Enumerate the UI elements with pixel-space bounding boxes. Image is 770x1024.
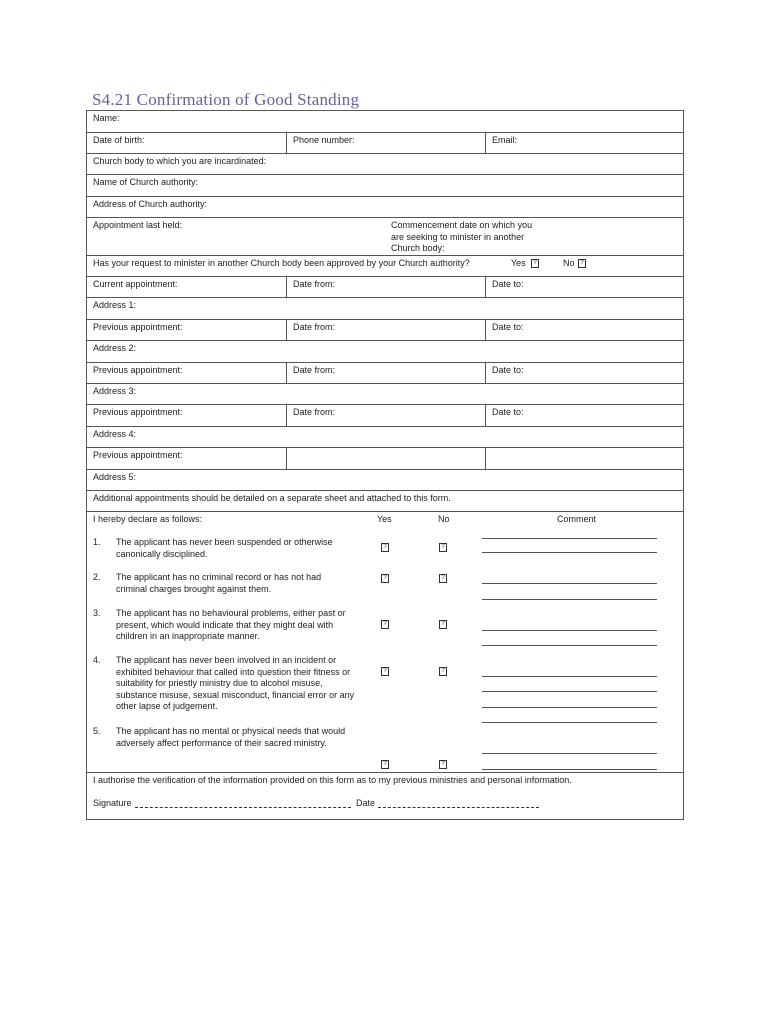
row-dob-phone-email <box>87 133 683 154</box>
comment-line[interactable] <box>482 645 657 646</box>
item-3-yes-checkbox[interactable]: ? <box>381 620 389 629</box>
item-number: 2. <box>93 572 101 582</box>
row-appointment-last <box>87 218 683 256</box>
item-3-no-checkbox[interactable]: ? <box>439 620 447 629</box>
current-date-from-cell <box>286 277 485 297</box>
church-body-label: Church body to which you are incardinated: <box>93 156 267 166</box>
address-4-label: Address 4: <box>93 429 137 439</box>
row-address-3 <box>87 384 683 405</box>
prev3-date-from-cell <box>286 405 485 426</box>
date-line[interactable] <box>378 807 539 808</box>
comment-line[interactable] <box>482 552 657 553</box>
phone-label: Phone number: <box>293 135 355 145</box>
prev4-empty-cell[interactable] <box>286 448 485 469</box>
current-appointment-label: Current appointment: <box>93 279 178 289</box>
item-number: 5. <box>93 726 101 736</box>
previous-appointment-label: Previous appointment: <box>93 450 183 460</box>
current-date-to-cell <box>485 277 683 297</box>
item-4-yes-checkbox[interactable]: ? <box>381 667 389 676</box>
row-name <box>87 111 683 133</box>
authority-name-label: Name of Church authority: <box>93 177 199 187</box>
authorisation-section <box>87 773 683 819</box>
address-5-label: Address 5: <box>93 472 137 482</box>
approval-yes-label: Yes <box>511 258 526 268</box>
prev1-date-from-cell <box>286 320 485 340</box>
address-2-label: Address 2: <box>93 343 137 353</box>
comment-line[interactable] <box>482 599 657 600</box>
comment-line[interactable] <box>482 691 657 692</box>
authorise-statement: I authorise the verification of the information provided on this form as to my previous ministries and personal information. <box>93 775 572 785</box>
row-address-4 <box>87 427 683 448</box>
comment-line[interactable] <box>482 769 657 770</box>
commencement-label: Commencement date on which you are seeking to minister in another Church body: <box>391 220 533 253</box>
col-yes-header: Yes <box>377 514 392 524</box>
comment-line[interactable] <box>482 707 657 708</box>
authority-address-label: Address of Church authority: <box>93 199 208 209</box>
comment-line[interactable] <box>482 676 657 677</box>
item-2-no-checkbox[interactable]: ? <box>439 574 447 583</box>
row-previous-appointment-2 <box>87 363 683 384</box>
phone-cell <box>286 133 485 153</box>
row-authority-name <box>87 175 683 197</box>
item-number: 3. <box>93 608 101 618</box>
approval-question: Has your request to minister in another Church body been approved by your Church authority? <box>93 258 470 268</box>
row-approval <box>87 256 683 277</box>
row-address-2 <box>87 341 683 363</box>
row-additional <box>87 491 683 512</box>
item-1-yes-checkbox[interactable]: ? <box>381 543 389 552</box>
dob-label: Date of birth: <box>93 135 145 145</box>
date-label: Date <box>356 798 376 808</box>
item-number: 4. <box>93 655 101 665</box>
item-text: The applicant has never been suspended or otherwise canonically disciplined. <box>116 537 333 559</box>
date-to-label: Date to: <box>492 365 524 375</box>
approval-yes-checkbox[interactable]: ? <box>531 259 539 268</box>
appointment-last-label: Appointment last held: <box>93 220 183 230</box>
date-to-label: Date to: <box>492 407 524 417</box>
approval-no-checkbox[interactable]: ? <box>578 259 586 268</box>
comment-line[interactable] <box>482 583 657 584</box>
row-previous-appointment-1 <box>87 320 683 341</box>
row-current-appointment <box>87 277 683 298</box>
item-5-no-checkbox[interactable]: ? <box>439 760 447 769</box>
item-text: The applicant has no behavioural problems, either past or present, which would indicate that they might deal with children in an inappropriate manner. <box>116 608 346 641</box>
good-standing-form <box>86 110 684 820</box>
item-5-yes-checkbox[interactable]: ? <box>381 760 389 769</box>
date-to-label: Date to: <box>492 279 524 289</box>
additional-note: Additional appointments should be detailed on a separate sheet and attached to this form. <box>93 493 451 503</box>
col-no-header: No <box>438 514 450 524</box>
prev1-date-to-cell <box>485 320 683 340</box>
comment-line[interactable] <box>482 538 657 539</box>
declaration-heading: I hereby declare as follows: <box>93 514 203 524</box>
comment-line[interactable] <box>482 630 657 631</box>
prev2-date-to-cell <box>485 363 683 383</box>
date-to-label: Date to: <box>492 322 524 332</box>
item-4-no-checkbox[interactable]: ? <box>439 667 447 676</box>
signature-label: Signature <box>93 798 132 808</box>
email-label: Email: <box>492 135 518 145</box>
address-3-label: Address 3: <box>93 386 137 396</box>
row-address-5 <box>87 470 683 491</box>
item-text: The applicant has no mental or physical needs that would adversely affect performance of their sacred ministry. <box>116 726 346 748</box>
prev2-date-from-cell <box>286 363 485 383</box>
signature-line[interactable] <box>135 807 351 808</box>
prev3-date-to-cell <box>485 405 683 426</box>
previous-appointment-label: Previous appointment: <box>93 322 183 332</box>
form-title: S4.21 Confirmation of Good Standing <box>92 90 360 109</box>
row-previous-appointment-4 <box>87 448 683 470</box>
date-from-label: Date from: <box>293 365 336 375</box>
item-2-yes-checkbox[interactable]: ? <box>381 574 389 583</box>
row-authority-address <box>87 197 683 218</box>
date-from-label: Date from: <box>293 322 336 332</box>
row-church-body <box>87 154 683 175</box>
prev4-empty-cell[interactable] <box>485 448 683 469</box>
item-text: The applicant has no criminal record or has not had criminal charges brought against them. <box>116 572 322 594</box>
approval-no-label: No <box>563 258 575 268</box>
email-cell <box>485 133 683 153</box>
col-comment-header: Comment <box>557 514 597 524</box>
declaration-section <box>87 512 683 773</box>
comment-line[interactable] <box>482 722 657 723</box>
date-from-label: Date from: <box>293 407 336 417</box>
item-1-no-checkbox[interactable]: ? <box>439 543 447 552</box>
previous-appointment-label: Previous appointment: <box>93 407 183 417</box>
row-address-1 <box>87 298 683 320</box>
item-number: 1. <box>93 537 101 547</box>
row-previous-appointment-3 <box>87 405 683 427</box>
name-label: Name: <box>93 113 120 123</box>
date-from-label: Date from: <box>293 279 336 289</box>
comment-line[interactable] <box>482 753 657 754</box>
previous-appointment-label: Previous appointment: <box>93 365 183 375</box>
item-text: The applicant has never been involved in an incident or exhibited behaviour that called into question their fitness or suitability for priestly ministry due to alcohol misuse, substance misuse, sexual misconduct, financial error or any other lapse of judgement. <box>116 655 355 711</box>
address-1-label: Address 1: <box>93 300 137 310</box>
